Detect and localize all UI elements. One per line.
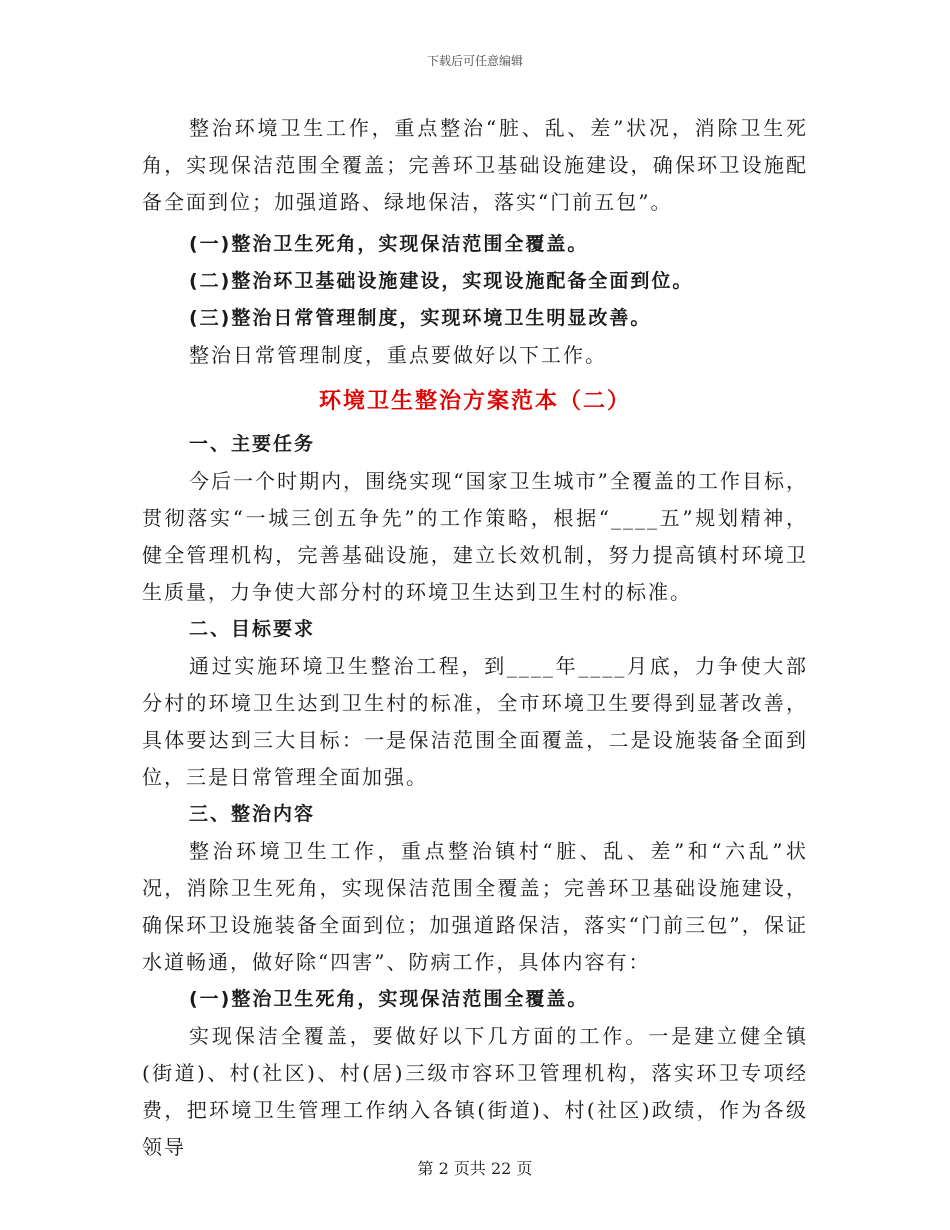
paragraph-5: 整治环境卫生工作，重点整治镇村“脏、乱、差”和“六乱”状况，消除卫生死角，实现保洁范围全覆盖；完善环卫基础设施建设，确保环卫设施装备全面到位；加强道路保洁，落实“门前三包”，保证水道畅通，做好除“四害”、防病工作，具体内容有： [142,839,808,974]
paragraph-2: 整治日常管理制度，重点要做好以下工作。 [189,343,607,367]
subheading-3: (三)整治日常管理制度，实现环境卫生明显改善。 [189,307,652,329]
subheading-4: (一)整治卫生死角，实现保洁范围全覆盖。 [189,988,589,1010]
section-heading-3: 三、整治内容 [189,803,316,825]
section-title: 环境卫生整治方案范本（二） [318,389,631,414]
page-footer: 第 2 页共 22 页 [417,1159,533,1178]
document-body [142,110,808,1166]
page-header: 下载后可任意编辑 [426,54,523,68]
paragraph-3: 今后一个时期内，围绕实现“国家卫生城市”全覆盖的工作目标，贯彻落实“一城三创五争先”的工作策略，根据“____五”规划精神，健全管理机构，完善基础设施，建立长效机制，努力提高镇村环境卫生质量，力争使大部分村的环境卫生达到卫生村的标准。 [142,469,808,604]
paragraph-4: 通过实施环境卫生整治工程，到____年____月底，力争使大部分村的环境卫生达到卫生村的标准，全市环境卫生要得到显著改善，具体要达到三大目标：一是保洁范围全面覆盖，二是设施装备全面到位，三是日常管理全面加强。 [142,654,808,789]
section-heading-2: 二、目标要求 [189,618,316,640]
subheading-1: (一)整治卫生死角，实现保洁范围全覆盖。 [189,233,589,255]
section-heading-1: 一、主要任务 [189,433,316,455]
subheading-2: (二)整治环卫基础设施建设，实现设施配备全面到位。 [189,270,694,292]
paragraph-1: 整治环境卫生工作，重点整治“脏、乱、差”状况，消除卫生死角，实现保洁范围全覆盖；完善环卫基础设施建设，确保环卫设施配备全面到位；加强道路、绿地保洁，落实“门前五包”。 [142,116,808,214]
paragraph-6: 实现保洁全覆盖，要做好以下几方面的工作。一是建立健全镇(街道)、村(社区)、村(居)三级市容环卫管理机构，落实环卫专项经费，把环境卫生管理工作纳入各镇(街道)、村(社区)政绩，作为各级领导 [142,1024,808,1159]
